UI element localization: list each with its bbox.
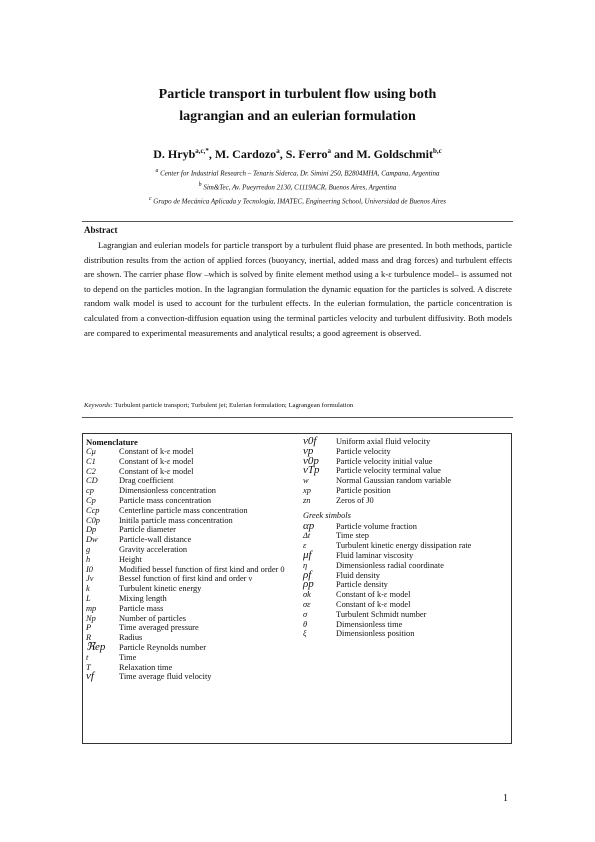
- nomenclature-symbol: C2: [86, 466, 96, 476]
- nomenclature-row: [86, 555, 301, 565]
- nomenclature-row: [86, 604, 301, 614]
- nomenclature-description: Initila particle mass concentration: [119, 515, 233, 525]
- nomenclature-description: Particle mass concentration: [119, 495, 212, 505]
- nomenclature-description: Particle Reynolds number: [119, 642, 206, 652]
- nomenclature-symbol: μf: [303, 548, 312, 561]
- author: M. Goldschmit$^{b,c}$: [356, 147, 442, 161]
- nomenclature-row: [303, 561, 511, 571]
- nomenclature-symbol: C1: [86, 456, 96, 466]
- nomenclature-row: [86, 447, 301, 457]
- author: M. Cardozo$^a$,: [214, 147, 286, 161]
- nomenclature-description: Particle velocity terminal value: [336, 466, 441, 476]
- nomenclature-description: Constant of k-ε model: [119, 456, 194, 466]
- title-line-2: lagrangian and an eulerian formulation: [179, 109, 416, 124]
- nomenclature-box: [82, 433, 512, 744]
- nomenclature-symbol: I0: [86, 564, 93, 574]
- nomenclature-description: Particle diameter: [119, 525, 176, 535]
- keywords-text: Turbulent particle transport; Turbulent jet; Eulerian formulation; Lagrangean formulation: [114, 402, 354, 409]
- nomenclature-row: [86, 663, 301, 673]
- nomenclature-row: [303, 620, 511, 630]
- nomenclature-symbol: R: [86, 633, 92, 643]
- nomenclature-symbol: P: [86, 623, 92, 633]
- nomenclature-description: Zeros of J0: [336, 495, 374, 505]
- nomenclature-row: [86, 496, 301, 506]
- nomenclature-row: [86, 476, 301, 486]
- nomenclature-description: Turbulent kinetic energy dissipation rate: [336, 541, 472, 551]
- nomenclature-symbol: vTp: [303, 464, 320, 477]
- nomenclature-row: [303, 437, 511, 447]
- nomenclature-row: [303, 519, 511, 532]
- nomenclature-description: Number of particles: [119, 613, 186, 623]
- page-number: 1: [503, 793, 508, 804]
- nomenclature-row: [86, 623, 301, 633]
- nomenclature-symbol: v0p: [303, 454, 319, 467]
- nomenclature-description: Particle density: [336, 580, 388, 590]
- nomenclature-row: [303, 590, 511, 600]
- nomenclature-description: Particle velocity initial value: [336, 456, 433, 466]
- affiliation-a: $^a$ Center for Industrial Research – Tenaris Siderca, Dr. Simini 250, B2804MHA, Campana, Argentina: [155, 168, 440, 178]
- nomenclature-description: Mixing length: [119, 593, 167, 603]
- nomenclature-description: Uniform axial fluid velocity: [336, 437, 431, 446]
- nomenclature-symbol: cp: [86, 486, 94, 496]
- nomenclature-row: [86, 672, 301, 682]
- title-line-1: Particle transport in turbulent flow using both: [158, 87, 437, 102]
- nomenclature-symbol: xp: [303, 485, 311, 495]
- rule-bottom: [82, 417, 513, 418]
- nomenclature-symbol: g: [86, 544, 91, 554]
- nomenclature-row: [86, 467, 301, 477]
- nomenclature-symbol: k: [86, 584, 90, 594]
- nomenclature-symbol: ε: [303, 541, 307, 551]
- nomenclature-description: Constant of k-ε model: [119, 447, 194, 456]
- nomenclature-description: Dimensionless time: [336, 619, 403, 629]
- nomenclature-description: Fluid density: [336, 570, 380, 580]
- nomenclature-symbol: Dw: [86, 535, 98, 545]
- nomenclature-description: Centerline particle mass concentration: [119, 505, 248, 515]
- nomenclature-row: [303, 444, 511, 457]
- nomenclature-description: Particle volume fraction: [336, 521, 417, 531]
- nomenclature-symbol: vf: [86, 670, 94, 683]
- nomenclature-symbol: T: [86, 662, 91, 672]
- nomenclature-symbol: C0p: [86, 515, 100, 525]
- nomenclature-symbol: CD: [86, 476, 98, 486]
- nomenclature-row: [303, 610, 511, 620]
- nomenclature-row: [303, 454, 511, 467]
- nomenclature-row: [86, 594, 301, 604]
- nomenclature-left-column: [86, 437, 301, 682]
- nomenclature-description: Constant of k-ε model: [336, 590, 411, 600]
- nomenclature-row: [86, 545, 301, 555]
- nomenclature-symbol: Jν: [86, 574, 94, 584]
- nomenclature-row: [86, 584, 301, 594]
- author: S. Ferro$^a$ and: [285, 147, 357, 161]
- nomenclature-row: [303, 568, 511, 581]
- nomenclature-row: [86, 486, 301, 496]
- nomenclature-row: [303, 496, 511, 506]
- nomenclature-row: [303, 580, 511, 590]
- author-list: [0, 147, 595, 162]
- nomenclature-symbol: θ: [303, 619, 308, 629]
- nomenclature-symbol: αp: [303, 519, 315, 532]
- nomenclature-symbol: σε: [303, 599, 311, 609]
- nomenclature-description: Height: [119, 554, 142, 564]
- nomenclature-symbol: ℜep: [86, 640, 106, 653]
- nomenclature-row: [303, 476, 511, 486]
- nomenclature-symbol: Dp: [86, 525, 97, 535]
- nomenclature-description: Dimensionless position: [336, 629, 415, 639]
- nomenclature-row: [303, 531, 511, 541]
- nomenclature-description: Particle mass: [119, 603, 164, 613]
- nomenclature-row: [303, 541, 511, 551]
- nomenclature-row: [86, 614, 301, 624]
- nomenclature-row: [303, 486, 511, 496]
- nomenclature-description: Relaxation time: [119, 662, 173, 672]
- nomenclature-description: Constant of k-ε model: [336, 599, 411, 609]
- nomenclature-symbol: t: [86, 652, 89, 662]
- nomenclature-description: Turbulent Schmidt number: [336, 609, 427, 619]
- nomenclature-symbol: ξ: [303, 629, 307, 639]
- nomenclature-symbol: η: [303, 560, 308, 570]
- nomenclature-description: Time step: [336, 531, 369, 541]
- keywords-label: Keywords:: [84, 402, 113, 409]
- abstract-text: Lagrangian and eulerian models for particle transport by a turbulent fluid phase are presented. In both methods, particle distribution results from the action of applied forces (buoyancy, inertial, added mass and drag forces) and turbulent effects are shown. The carrier phase flow –which is solved by finite element method using a k-ε turbulence model– is assumed not to depend on the particles motion. In the lagrangian formulation the dynamic equation for the particles is solved. A discrete random walk model is used to account for the turbulent effects. In the eulerian formulation, the particle concentration is calculated from a convection-diffusion equation using the terminal particles velocity and turbulent diffusivity. Both models are compared to experimental measurements and analytical results; a good agreement is observed.: [84, 240, 512, 338]
- nomenclature-symbol: Ccp: [86, 505, 100, 515]
- nomenclature-row: [86, 653, 301, 663]
- nomenclature-symbol: v0f: [303, 435, 317, 447]
- nomenclature-row: [86, 525, 301, 535]
- nomenclature-description: Fluid laminar viscosity: [336, 550, 414, 560]
- nomenclature-symbol: L: [86, 593, 91, 603]
- nomenclature-description: Particle position: [336, 485, 391, 495]
- nomenclature-row: [86, 565, 301, 575]
- nomenclature-symbol: ρf: [303, 568, 312, 581]
- nomenclature-symbol: Np: [86, 613, 96, 623]
- paper-title: [0, 84, 595, 128]
- nomenclature-symbol: ρp: [303, 578, 314, 591]
- nomenclature-symbol: mp: [86, 603, 97, 613]
- nomenclature-symbol: σ: [303, 609, 308, 619]
- nomenclature-description: Modified bessel function of first kind and order 0: [119, 564, 285, 574]
- nomenclature-row: [303, 548, 511, 561]
- nomenclature-row: [86, 516, 301, 526]
- nomenclature-description: Particle velocity: [336, 446, 391, 456]
- nomenclature-row: [86, 535, 301, 545]
- nomenclature-symbol: vp: [303, 444, 314, 457]
- nomenclature-symbol: w: [303, 476, 309, 486]
- nomenclature-description: Bessel function of first kind and order ν: [119, 574, 253, 584]
- nomenclature-description: Radius: [119, 633, 143, 643]
- nomenclature-row: [86, 633, 301, 643]
- nomenclature-row: [86, 640, 301, 653]
- nomenclature-description: Time: [119, 652, 137, 662]
- nomenclature-symbol: zn: [303, 495, 311, 505]
- nomenclature-symbol: h: [86, 554, 91, 564]
- nomenclature-description: Turbulent kinetic energy: [119, 584, 202, 594]
- nomenclature-right-column: [303, 437, 511, 639]
- affiliation-c: $^c$ Grupo de Mecánica Aplicada y Tecnología, IMATEC, Engineering School, Universidad de Buenos Aires: [148, 196, 447, 206]
- nomenclature-description: Normal Gaussian random variable: [336, 476, 452, 486]
- nomenclature-row: [86, 574, 301, 584]
- nomenclature-description: Time average fluid velocity: [119, 672, 212, 682]
- affiliation-b: $^b$ Sim&Tec, Av. Pueyrredon 2130, C1119ACR, Buenos Aires, Argentina: [198, 182, 397, 192]
- nomenclature-description: Gravity acceleration: [119, 544, 188, 554]
- nomenclature-description: Dimensionless radial coordinate: [336, 560, 444, 570]
- keywords: [84, 402, 353, 409]
- nomenclature-description: Constant of k-ε model: [119, 466, 194, 476]
- nomenclature-description: Dimensionless concentration: [119, 486, 216, 496]
- nomenclature-description: Particle-wall distance: [119, 535, 192, 545]
- nomenclature-description: Drag coefficient: [119, 476, 174, 486]
- greek-heading: Greek simbols: [303, 510, 351, 520]
- nomenclature-symbol: Δt: [303, 531, 311, 541]
- nomenclature-row: [303, 600, 511, 610]
- nomenclature-row: [86, 457, 301, 467]
- nomenclature-symbol: Cμ: [86, 447, 96, 456]
- nomenclature-row: [86, 506, 301, 516]
- abstract-heading: Abstract: [84, 225, 118, 235]
- rule-top: [82, 221, 513, 222]
- author: D. Hryb$^{a,c,*}$,: [153, 147, 215, 161]
- nomenclature-heading: Nomenclature: [86, 437, 138, 447]
- nomenclature-row: [303, 629, 511, 639]
- nomenclature-symbol: σk: [303, 590, 311, 600]
- nomenclature-description: Time averaged pressure: [119, 623, 199, 633]
- nomenclature-symbol: Cp: [86, 495, 96, 505]
- nomenclature-row: [303, 466, 511, 476]
